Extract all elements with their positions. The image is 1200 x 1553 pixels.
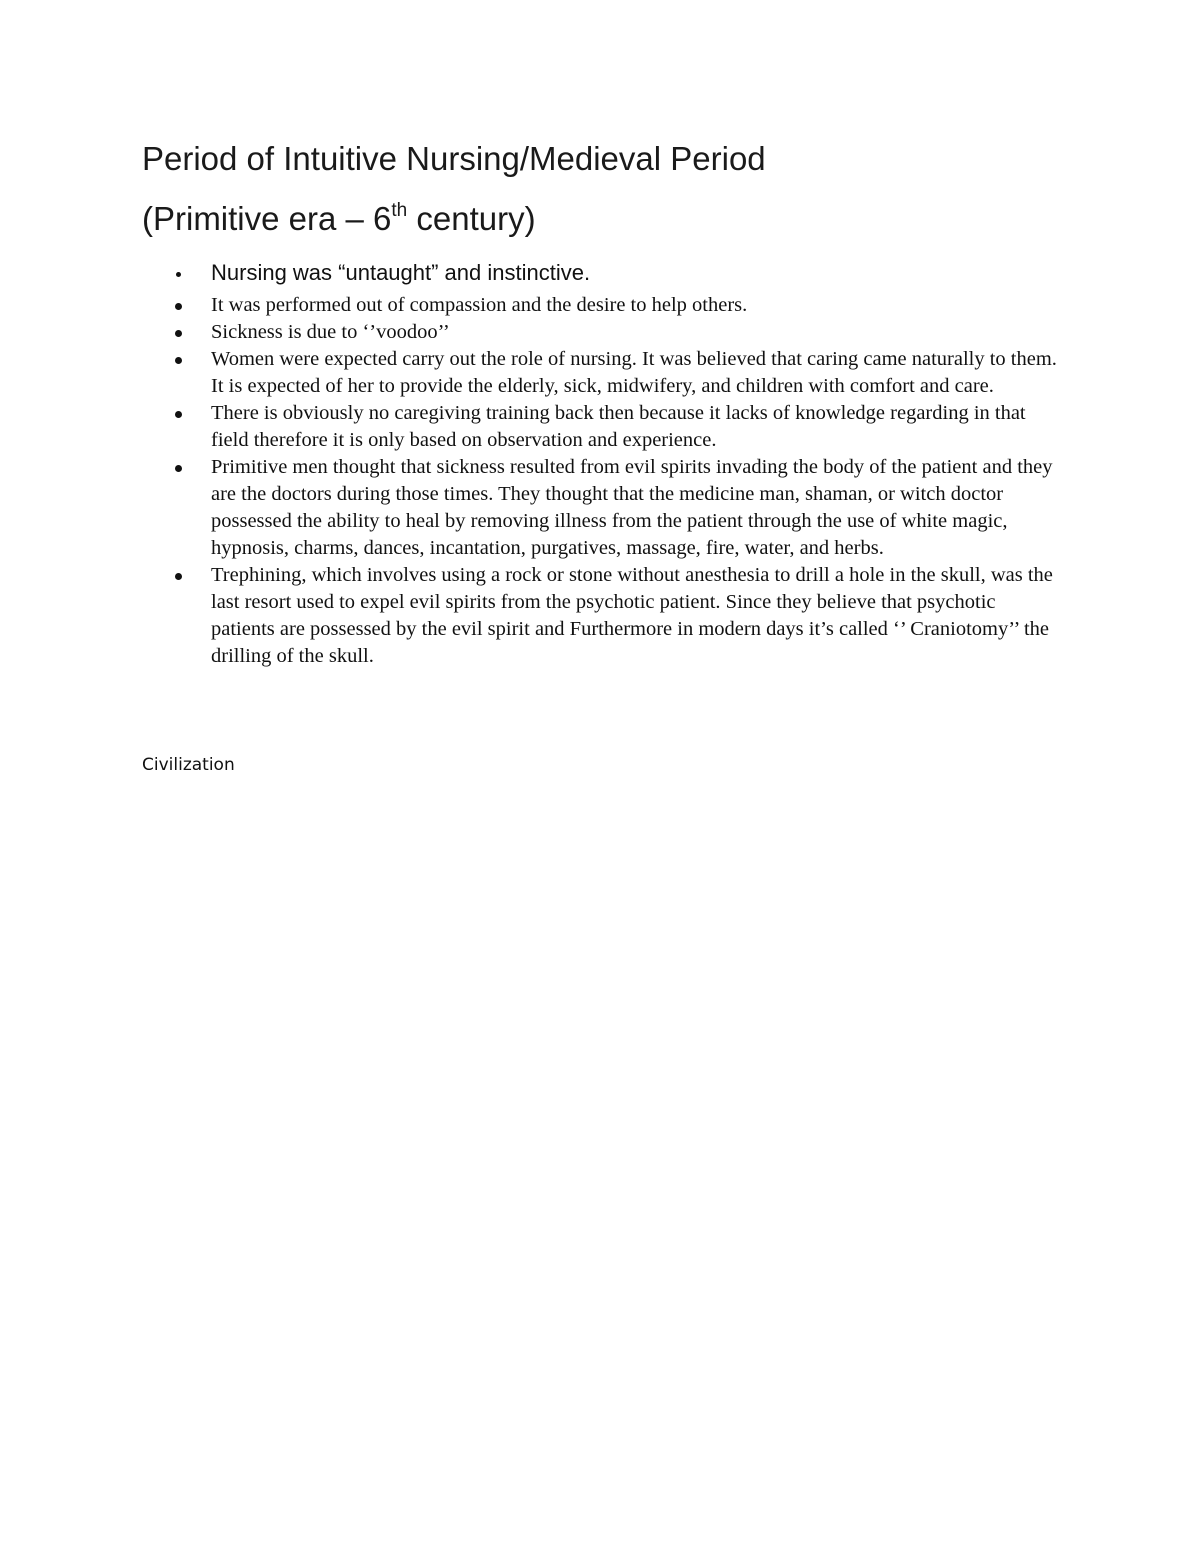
bullet-icon xyxy=(175,330,182,337)
list-item xyxy=(142,346,1062,400)
list-item-text: Nursing was “untaught” and instinctive. xyxy=(211,260,591,285)
list-item xyxy=(142,400,1062,454)
document-subtitle xyxy=(142,200,536,238)
list-item xyxy=(142,562,1062,670)
bullet-list xyxy=(142,258,1062,670)
bullet-icon xyxy=(175,303,182,310)
bullet-icon xyxy=(176,272,181,277)
list-item-text: There is obviously no caregiving training back then because it lacks of knowledge regarding in that field therefore it is only based on observation and experience. xyxy=(211,402,1026,451)
list-item xyxy=(142,258,1062,288)
list-item xyxy=(142,319,1062,346)
list-item-text: Primitive men thought that sickness resulted from evil spirits invading the body of the patient and they are the doctors during those times. They thought that the medicine man, shaman, or witch doctor possessed the ability to heal by removing illness from the patient through the use of white magic, hypnosis, charms, dances, incantation, purgatives, massage, fire, water, and herbs. xyxy=(211,456,1053,559)
list-item xyxy=(142,292,1062,319)
document-title: Period of Intuitive Nursing/Medieval Period xyxy=(142,140,766,177)
bullet-icon xyxy=(175,411,182,418)
subtitle-text-end: century) xyxy=(407,200,536,237)
list-item-text: Sickness is due to ‘’voodoo’’ xyxy=(211,321,450,343)
subtitle-text-start: (Primitive era – 6 xyxy=(142,200,392,237)
list-item-text: Women were expected carry out the role of nursing. It was believed that caring came naturally to them. It is expected of her to provide the elderly, sick, midwifery, and children with comfort and care. xyxy=(211,348,1057,397)
list-item-text: Trephining, which involves using a rock or stone without anesthesia to drill a hole in the skull, was the last resort used to expel evil spirits from the psychotic patient. Since they believe that psychotic patients are possessed by the evil spirit and Furthermore in modern days it’s called ‘’ Craniotomy’’ the drilling of the skull. xyxy=(211,564,1053,667)
bullet-icon xyxy=(175,465,182,472)
section-heading-civilization: Civilization xyxy=(142,755,235,775)
list-item xyxy=(142,454,1062,562)
subtitle-ordinal-suffix: th xyxy=(391,200,408,221)
bullet-icon xyxy=(175,573,182,580)
list-item-text: It was performed out of compassion and the desire to help others. xyxy=(211,294,748,316)
bullet-icon xyxy=(175,357,182,364)
